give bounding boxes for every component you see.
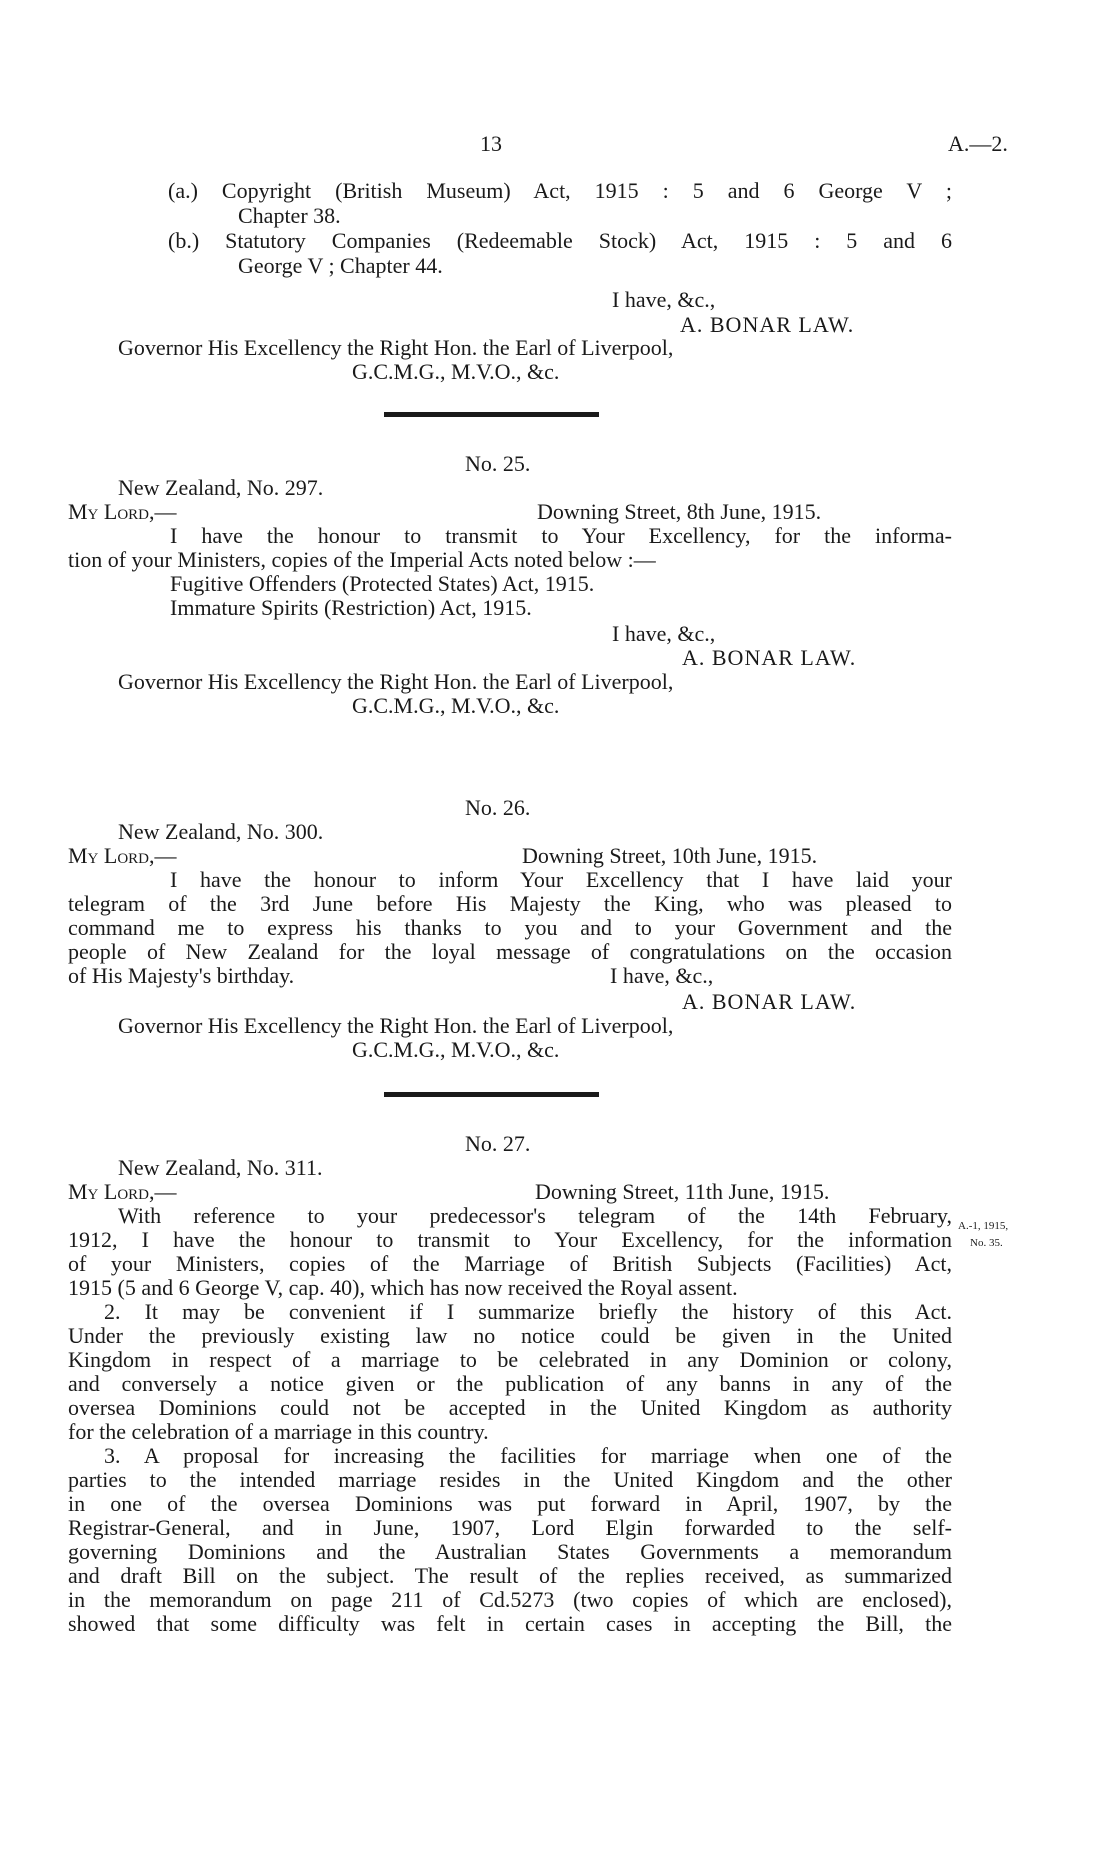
act-item-b-chapter: George V ; Chapter 44. (238, 253, 443, 278)
letter-body: 3. A proposal for increasing the facilities for marriage when one of the (104, 1443, 952, 1468)
signature: A. BONAR LAW. (680, 312, 855, 337)
salutation: My Lord,— (68, 1179, 177, 1204)
addressee: Governor His Excellency the Right Hon. the Earl of Liverpool, (118, 1013, 674, 1038)
place-date: Downing Street, 11th June, 1915. (535, 1179, 830, 1204)
letter-body: 2. It may be convenient if I summarize briefly the history of this Act. (104, 1299, 952, 1324)
letter-body: people of New Zealand for the loyal message of congratulations on the occasion (68, 939, 952, 964)
salutation: My Lord,— (68, 499, 177, 524)
letter-number: No. 26. (465, 795, 531, 820)
letter-reference: New Zealand, No. 311. (118, 1155, 323, 1180)
salutation: My Lord,— (68, 843, 177, 868)
addressee-honours: G.C.M.G., M.V.O., &c. (352, 359, 560, 384)
letter-body: tion of your Ministers, copies of the Imperial Acts noted below :— (68, 547, 656, 572)
valediction: I have, &c., (612, 621, 716, 646)
letter-body: With reference to your predecessor's telegram of the 14th February, (118, 1203, 952, 1228)
letter-body: in one of the oversea Dominions was put forward in April, 1907, by the (68, 1491, 952, 1516)
letter-body: command me to express his thanks to you and to your Government and the (68, 915, 952, 940)
place-date: Downing Street, 10th June, 1915. (522, 843, 818, 868)
act-listed: Immature Spirits (Restriction) Act, 1915. (170, 595, 532, 620)
place-date: Downing Street, 8th June, 1915. (537, 499, 822, 524)
act-item-a: (a.) Copyright (British Museum) Act, 1915 : 5 and 6 George V ; (168, 178, 952, 203)
signature: A. BONAR LAW. (682, 989, 857, 1014)
document-reference: A.—2. (948, 131, 1008, 156)
signature: A. BONAR LAW. (682, 645, 857, 670)
letter-body: Registrar-General, and in June, 1907, Lord Elgin forwarded to the self- (68, 1515, 952, 1540)
margin-note: A.-1, 1915, (958, 1220, 1009, 1232)
letter-body: showed that some difficulty was felt in certain cases in accepting the Bill, the (68, 1611, 952, 1636)
page-number: 13 (480, 131, 502, 156)
valediction: I have, &c., (612, 287, 716, 312)
letter-body: oversea Dominions could not be accepted in the United Kingdom as authority (68, 1395, 952, 1420)
letter-body: telegram of the 3rd June before His Majesty the King, who was pleased to (68, 891, 952, 916)
addressee-honours: G.C.M.G., M.V.O., &c. (352, 693, 560, 718)
letter-body: 1912, I have the honour to transmit to Your Excellency, for the information (68, 1227, 952, 1252)
letter-reference: New Zealand, No. 300. (118, 819, 324, 844)
letter-reference: New Zealand, No. 297. (118, 475, 324, 500)
letter-body: and conversely a notice given or the publication of any banns in any of the (68, 1371, 952, 1396)
letter-body: I have the honour to transmit to Your Excellency, for the informa- (170, 523, 952, 548)
section-divider (384, 412, 599, 417)
letter-body: in the memorandum on page 211 of Cd.5273 (two copies of which are enclosed), (68, 1587, 952, 1612)
act-item-b: (b.) Statutory Companies (Redeemable Stock) Act, 1915 : 5 and 6 (168, 228, 952, 253)
letter-body: governing Dominions and the Australian States Governments a memorandum (68, 1539, 952, 1564)
margin-note: No. 35. (970, 1237, 1003, 1249)
valediction: I have, &c., (610, 963, 714, 988)
letter-body: 1915 (5 and 6 George V, cap. 40), which has now received the Royal assent. (68, 1275, 738, 1300)
letter-body: Under the previously existing law no notice could be given in the United (68, 1323, 952, 1348)
letter-body: and draft Bill on the subject. The result of the replies received, as summarized (68, 1563, 952, 1588)
act-listed: Fugitive Offenders (Protected States) Act, 1915. (170, 571, 595, 596)
letter-number: No. 25. (465, 451, 531, 476)
letter-body: for the celebration of a marriage in this country. (68, 1419, 489, 1444)
letter-number: No. 27. (465, 1131, 531, 1156)
act-item-a-chapter: Chapter 38. (238, 203, 341, 228)
addressee-honours: G.C.M.G., M.V.O., &c. (352, 1037, 560, 1062)
letter-body: of your Ministers, copies of the Marriage of British Subjects (Facilities) Act, (68, 1251, 952, 1276)
letter-body: I have the honour to inform Your Excellency that I have laid your (170, 867, 952, 892)
section-divider (384, 1092, 599, 1097)
addressee: Governor His Excellency the Right Hon. the Earl of Liverpool, (118, 335, 674, 360)
letter-body: parties to the intended marriage resides in the United Kingdom and the other (68, 1467, 952, 1492)
addressee: Governor His Excellency the Right Hon. the Earl of Liverpool, (118, 669, 674, 694)
letter-body: Kingdom in respect of a marriage to be celebrated in any Dominion or colony, (68, 1347, 952, 1372)
letter-body: of His Majesty's birthday. (68, 963, 295, 988)
